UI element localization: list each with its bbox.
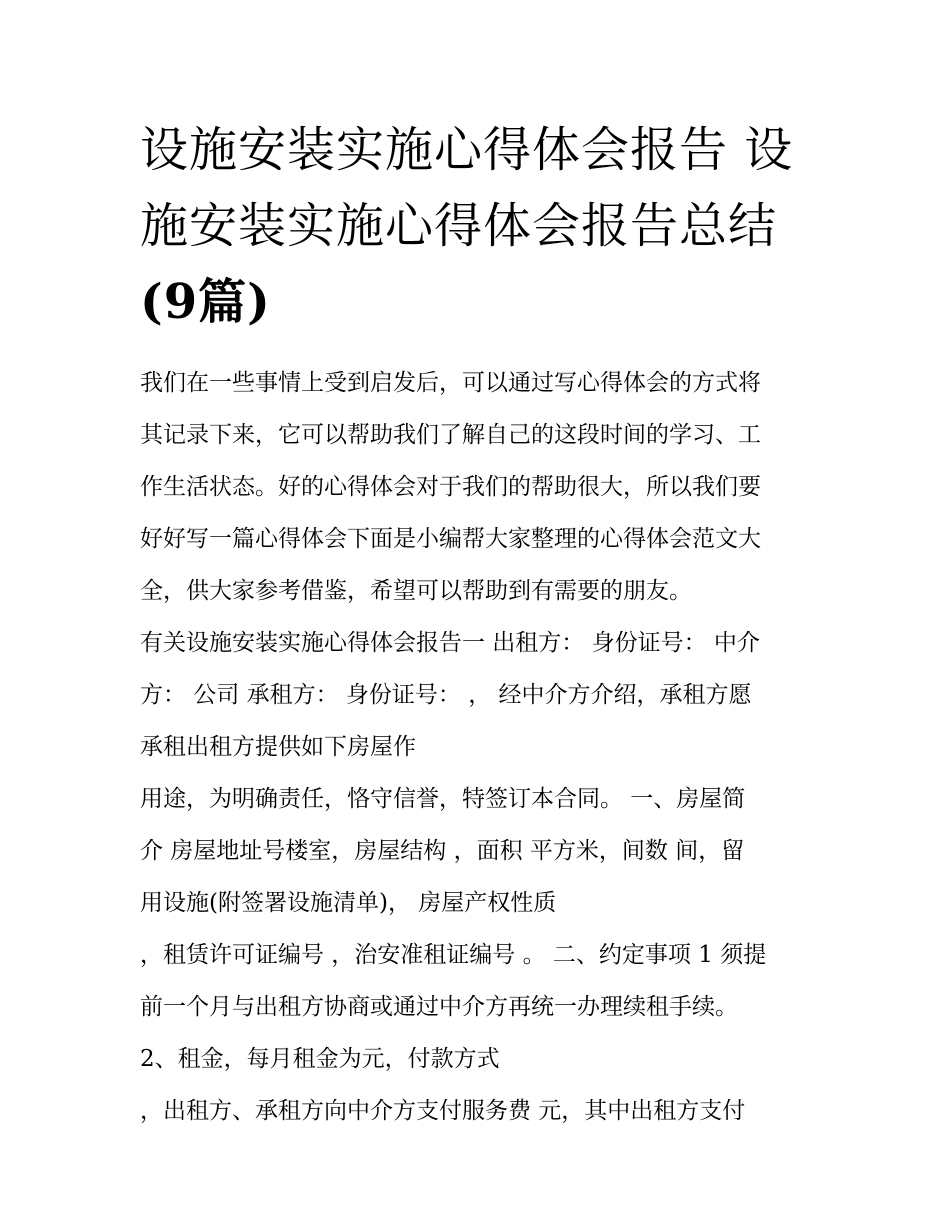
- body-line: 全，供大家参考借鉴，希望可以帮助到有需要的朋友。: [140, 578, 692, 604]
- body-line: 前一个月与出租方协商或通过中介方再统一办理续租手续。: [140, 994, 738, 1020]
- body-line: ，出租方、承租方向中介方支付服务费 元，其中出租方支付: [140, 1098, 746, 1124]
- body-line: 作生活状态。好的心得体会对于我们的帮助很大，所以我们要: [140, 474, 761, 500]
- body-line: 介 房屋地址号楼室，房屋结构 ，面积 平方米，间数 间，留: [140, 838, 745, 864]
- document-body: [140, 357, 820, 1137]
- body-line: 有关设施安装实施心得体会报告一 出租方： 身份证号： 中介: [140, 630, 760, 656]
- body-line: 用设施(附签署设施清单)， 房屋产权性质: [140, 890, 557, 916]
- document-title: [140, 112, 820, 340]
- title-line: 设施安装实施心得体会报告 设: [140, 122, 794, 178]
- body-line: 我们在一些事情上受到启发后，可以通过写心得体会的方式将: [140, 370, 761, 396]
- title-line: (9篇): [140, 274, 271, 330]
- body-line: 方： 公司 承租方： 身份证号： ， 经中介方介绍，承租方愿: [140, 682, 752, 708]
- body-line: 好好写一篇心得体会下面是小编帮大家整理的心得体会范文大: [140, 526, 761, 552]
- body-line: 2、租金，每月租金为元，付款方式: [140, 1046, 500, 1072]
- body-line: 承租出租方提供如下房屋作: [140, 734, 416, 760]
- body-line: 用途，为明确责任，恪守信誉，特签订本合同。 一、房屋简: [140, 786, 746, 812]
- title-line: 施安装实施心得体会报告总结: [140, 198, 778, 254]
- body-line: ，租赁许可证编号 ，治安准租证编号 。 二、约定事项 1 须提: [140, 942, 767, 968]
- body-line: 其记录下来，它可以帮助我们了解自己的这段时间的学习、工: [140, 422, 761, 448]
